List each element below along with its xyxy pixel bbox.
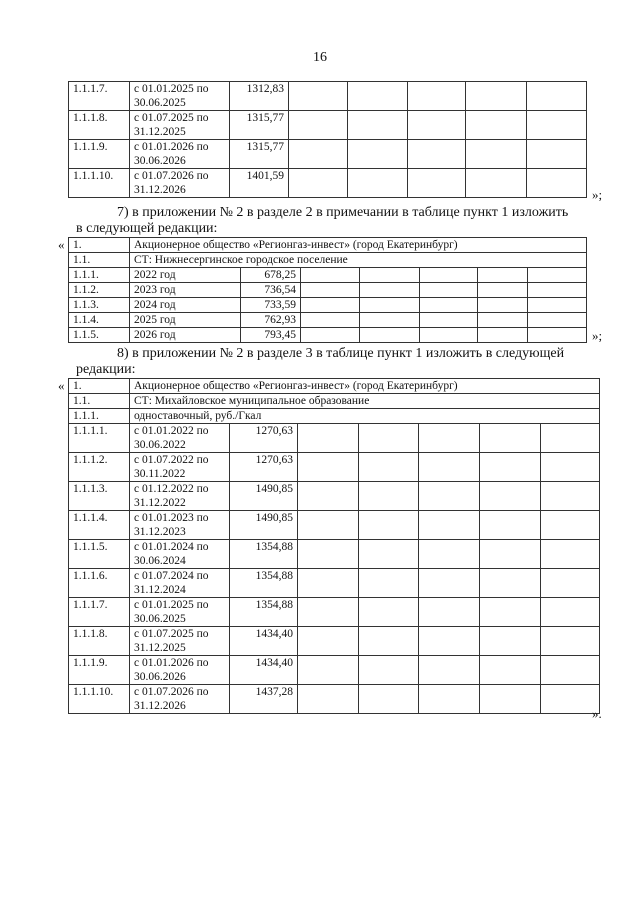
table-row bbox=[69, 268, 587, 283]
tariff-value: 736,54 bbox=[241, 283, 301, 298]
table-row bbox=[69, 482, 600, 511]
empty-cell bbox=[289, 140, 348, 169]
empty-cell bbox=[359, 627, 419, 656]
empty-cell bbox=[360, 283, 420, 298]
empty-cell bbox=[480, 598, 541, 627]
empty-cell bbox=[360, 268, 420, 283]
empty-cell bbox=[480, 685, 541, 714]
empty-cell bbox=[289, 111, 348, 140]
row-code: 1.1.1.9. bbox=[69, 140, 130, 169]
tariff-value: 1401,59 bbox=[230, 169, 289, 198]
table-row bbox=[69, 328, 587, 343]
period-cell bbox=[130, 111, 230, 140]
period-end: 30.06.2022 bbox=[134, 439, 186, 451]
empty-cell bbox=[360, 313, 420, 328]
empty-cell bbox=[420, 313, 478, 328]
empty-cell bbox=[480, 424, 541, 453]
tariff-value: 1490,85 bbox=[230, 482, 298, 511]
paragraph-8-line1: 8) в приложении № 2 в разделе 3 в таблице пункт 1 изложить в следующей bbox=[117, 346, 565, 361]
row-code: 1.1.1. bbox=[69, 409, 130, 424]
empty-cell bbox=[298, 453, 359, 482]
period-start: с 01.01.2025 по bbox=[134, 599, 209, 611]
page-number: 16 bbox=[313, 50, 327, 65]
close-quote: »; bbox=[592, 328, 603, 343]
empty-cell bbox=[359, 482, 419, 511]
empty-cell bbox=[419, 627, 480, 656]
year-cell: 2022 год bbox=[130, 268, 241, 283]
period-end: 30.06.2025 bbox=[134, 613, 186, 625]
empty-cell bbox=[420, 328, 478, 343]
empty-cell bbox=[420, 283, 478, 298]
period-cell bbox=[130, 482, 230, 511]
table-row bbox=[69, 111, 587, 140]
table-header-row bbox=[69, 409, 600, 424]
period-start: с 01.12.2022 по bbox=[134, 483, 209, 495]
empty-cell bbox=[528, 283, 587, 298]
empty-cell bbox=[419, 685, 480, 714]
tariff-value: 1434,40 bbox=[230, 656, 298, 685]
empty-cell bbox=[298, 598, 359, 627]
empty-cell bbox=[359, 511, 419, 540]
row-code: 1. bbox=[69, 238, 130, 253]
empty-cell bbox=[466, 140, 527, 169]
empty-cell bbox=[408, 140, 466, 169]
period-cell bbox=[130, 453, 230, 482]
period-end: 31.12.2022 bbox=[134, 497, 186, 509]
period-cell bbox=[130, 511, 230, 540]
table-row bbox=[69, 511, 600, 540]
empty-cell bbox=[541, 453, 600, 482]
row-code: 1. bbox=[69, 379, 130, 394]
empty-cell bbox=[541, 627, 600, 656]
empty-cell bbox=[408, 111, 466, 140]
tariff-value: 1270,63 bbox=[230, 424, 298, 453]
row-heading: СТ: Михайловское муниципальное образование bbox=[130, 394, 600, 409]
period-start: с 01.07.2025 по bbox=[134, 112, 209, 124]
table-row bbox=[69, 283, 587, 298]
period-start: с 01.07.2022 по bbox=[134, 454, 209, 466]
tariff-value: 1354,88 bbox=[230, 598, 298, 627]
tariff-value: 1354,88 bbox=[230, 540, 298, 569]
period-cell bbox=[130, 82, 230, 111]
row-heading: Акционерное общество «Регионгаз-инвест» (город Екатеринбург) bbox=[130, 238, 587, 253]
table-row bbox=[69, 169, 587, 198]
empty-cell bbox=[359, 569, 419, 598]
empty-cell bbox=[527, 111, 587, 140]
empty-cell bbox=[541, 685, 600, 714]
empty-cell bbox=[298, 656, 359, 685]
period-cell bbox=[130, 598, 230, 627]
empty-cell bbox=[480, 511, 541, 540]
period-start: с 01.01.2025 по bbox=[134, 83, 209, 95]
table-row bbox=[69, 140, 587, 169]
table-row bbox=[69, 685, 600, 714]
empty-cell bbox=[298, 685, 359, 714]
table-row bbox=[69, 82, 587, 111]
empty-cell bbox=[360, 328, 420, 343]
empty-cell bbox=[541, 511, 600, 540]
empty-cell bbox=[298, 627, 359, 656]
tariff-value: 1437,28 bbox=[230, 685, 298, 714]
tariff-value: 1434,40 bbox=[230, 627, 298, 656]
row-code: 1.1.5. bbox=[69, 328, 130, 343]
empty-cell bbox=[478, 283, 528, 298]
tariff-value: 1312,83 bbox=[230, 82, 289, 111]
period-start: с 01.01.2026 по bbox=[134, 657, 209, 669]
table-header-row bbox=[69, 238, 587, 253]
empty-cell bbox=[419, 424, 480, 453]
empty-cell bbox=[298, 511, 359, 540]
tariff-value: 762,93 bbox=[241, 313, 301, 328]
empty-cell bbox=[478, 298, 528, 313]
empty-cell bbox=[301, 313, 360, 328]
row-code: 1.1.1.1. bbox=[69, 424, 130, 453]
period-start: с 01.01.2022 по bbox=[134, 425, 209, 437]
empty-cell bbox=[480, 627, 541, 656]
row-code: 1.1.1.7. bbox=[69, 82, 130, 111]
empty-cell bbox=[348, 111, 408, 140]
period-end: 31.12.2026 bbox=[134, 184, 186, 196]
period-end: 31.12.2026 bbox=[134, 700, 186, 712]
period-start: с 01.07.2024 по bbox=[134, 570, 209, 582]
empty-cell bbox=[478, 328, 528, 343]
table-header-row bbox=[69, 394, 600, 409]
tariff-value: 733,59 bbox=[241, 298, 301, 313]
tariff-value: 1490,85 bbox=[230, 511, 298, 540]
tariff-value: 1270,63 bbox=[230, 453, 298, 482]
row-code: 1.1.1.8. bbox=[69, 627, 130, 656]
empty-cell bbox=[301, 298, 360, 313]
period-start: с 01.01.2026 по bbox=[134, 141, 209, 153]
open-quote: « bbox=[58, 237, 65, 252]
empty-cell bbox=[478, 313, 528, 328]
empty-cell bbox=[466, 82, 527, 111]
tariff-table-section-2 bbox=[68, 237, 587, 343]
row-heading: одноставочный, руб./Гкал bbox=[130, 409, 600, 424]
empty-cell bbox=[419, 453, 480, 482]
empty-cell bbox=[466, 169, 527, 198]
year-cell: 2025 год bbox=[130, 313, 241, 328]
empty-cell bbox=[298, 569, 359, 598]
empty-cell bbox=[478, 268, 528, 283]
period-end: 30.06.2024 bbox=[134, 555, 186, 567]
empty-cell bbox=[528, 268, 587, 283]
year-cell: 2023 год bbox=[130, 283, 241, 298]
empty-cell bbox=[348, 140, 408, 169]
period-end: 30.06.2026 bbox=[134, 155, 186, 167]
table-row bbox=[69, 598, 600, 627]
empty-cell bbox=[359, 424, 419, 453]
period-start: с 01.01.2023 по bbox=[134, 512, 209, 524]
period-end: 30.11.2022 bbox=[134, 468, 186, 480]
empty-cell bbox=[419, 482, 480, 511]
empty-cell bbox=[528, 313, 587, 328]
open-quote: « bbox=[58, 378, 65, 393]
table-row bbox=[69, 298, 587, 313]
tariff-value: 1354,88 bbox=[230, 569, 298, 598]
empty-cell bbox=[419, 598, 480, 627]
empty-cell bbox=[301, 328, 360, 343]
tariff-value: 1315,77 bbox=[230, 140, 289, 169]
row-heading: Акционерное общество «Регионгаз-инвест» (город Екатеринбург) bbox=[130, 379, 600, 394]
table-row bbox=[69, 569, 600, 598]
empty-cell bbox=[408, 169, 466, 198]
empty-cell bbox=[541, 424, 600, 453]
empty-cell bbox=[419, 656, 480, 685]
empty-cell bbox=[541, 656, 600, 685]
empty-cell bbox=[527, 82, 587, 111]
tariff-table-continuation bbox=[68, 81, 587, 198]
empty-cell bbox=[359, 685, 419, 714]
empty-cell bbox=[528, 298, 587, 313]
period-cell bbox=[130, 685, 230, 714]
empty-cell bbox=[528, 328, 587, 343]
row-code: 1.1.4. bbox=[69, 313, 130, 328]
period-end: 31.12.2023 bbox=[134, 526, 186, 538]
period-start: с 01.07.2026 по bbox=[134, 170, 209, 182]
empty-cell bbox=[419, 511, 480, 540]
period-cell bbox=[130, 569, 230, 598]
empty-cell bbox=[541, 482, 600, 511]
empty-cell bbox=[541, 569, 600, 598]
year-cell: 2024 год bbox=[130, 298, 241, 313]
table-row bbox=[69, 540, 600, 569]
period-end: 30.06.2025 bbox=[134, 97, 186, 109]
empty-cell bbox=[480, 656, 541, 685]
row-code: 1.1.1.8. bbox=[69, 111, 130, 140]
period-start: с 01.01.2024 по bbox=[134, 541, 209, 553]
table-header-row bbox=[69, 253, 587, 268]
row-code: 1.1.1. bbox=[69, 268, 130, 283]
close-quote: ». bbox=[592, 706, 602, 721]
table-row bbox=[69, 313, 587, 328]
paragraph-7-line1: 7) в приложении № 2 в разделе 2 в примечании в таблице пункт 1 изложить bbox=[117, 205, 569, 220]
table-row bbox=[69, 627, 600, 656]
empty-cell bbox=[480, 569, 541, 598]
empty-cell bbox=[301, 268, 360, 283]
period-cell bbox=[130, 140, 230, 169]
empty-cell bbox=[298, 482, 359, 511]
empty-cell bbox=[298, 540, 359, 569]
empty-cell bbox=[359, 656, 419, 685]
tariff-value: 678,25 bbox=[241, 268, 301, 283]
period-end: 31.12.2024 bbox=[134, 584, 186, 596]
table-header-row bbox=[69, 379, 600, 394]
empty-cell bbox=[408, 82, 466, 111]
period-end: 31.12.2025 bbox=[134, 126, 186, 138]
paragraph-8-line2: редакции: bbox=[76, 362, 136, 377]
empty-cell bbox=[289, 169, 348, 198]
empty-cell bbox=[541, 540, 600, 569]
empty-cell bbox=[348, 82, 408, 111]
empty-cell bbox=[359, 540, 419, 569]
period-cell bbox=[130, 627, 230, 656]
period-start: с 01.07.2025 по bbox=[134, 628, 209, 640]
empty-cell bbox=[420, 298, 478, 313]
empty-cell bbox=[359, 598, 419, 627]
empty-cell bbox=[359, 453, 419, 482]
row-code: 1.1.1.10. bbox=[69, 685, 130, 714]
empty-cell bbox=[419, 540, 480, 569]
row-code: 1.1. bbox=[69, 394, 130, 409]
empty-cell bbox=[420, 268, 478, 283]
row-heading: СТ: Нижнесергинское городское поселение bbox=[130, 253, 587, 268]
row-code: 1.1. bbox=[69, 253, 130, 268]
row-code: 1.1.1.6. bbox=[69, 569, 130, 598]
empty-cell bbox=[480, 482, 541, 511]
row-code: 1.1.1.3. bbox=[69, 482, 130, 511]
period-end: 31.12.2025 bbox=[134, 642, 186, 654]
period-cell bbox=[130, 424, 230, 453]
period-end: 30.06.2026 bbox=[134, 671, 186, 683]
year-cell: 2026 год bbox=[130, 328, 241, 343]
period-cell bbox=[130, 656, 230, 685]
empty-cell bbox=[527, 140, 587, 169]
empty-cell bbox=[419, 569, 480, 598]
table-row bbox=[69, 424, 600, 453]
period-cell bbox=[130, 540, 230, 569]
row-code: 1.1.1.2. bbox=[69, 453, 130, 482]
empty-cell bbox=[289, 82, 348, 111]
empty-cell bbox=[541, 598, 600, 627]
row-code: 1.1.2. bbox=[69, 283, 130, 298]
tariff-table-section-3 bbox=[68, 378, 600, 714]
empty-cell bbox=[480, 540, 541, 569]
table-row bbox=[69, 656, 600, 685]
period-cell bbox=[130, 169, 230, 198]
empty-cell bbox=[480, 453, 541, 482]
tariff-value: 1315,77 bbox=[230, 111, 289, 140]
row-code: 1.1.1.5. bbox=[69, 540, 130, 569]
paragraph-7-line2: в следующей редакции: bbox=[76, 221, 218, 236]
empty-cell bbox=[527, 169, 587, 198]
empty-cell bbox=[466, 111, 527, 140]
close-quote: »; bbox=[592, 187, 603, 202]
row-code: 1.1.1.7. bbox=[69, 598, 130, 627]
table-row bbox=[69, 453, 600, 482]
tariff-value: 793,45 bbox=[241, 328, 301, 343]
row-code: 1.1.1.4. bbox=[69, 511, 130, 540]
period-start: с 01.07.2026 по bbox=[134, 686, 209, 698]
empty-cell bbox=[301, 283, 360, 298]
empty-cell bbox=[360, 298, 420, 313]
row-code: 1.1.3. bbox=[69, 298, 130, 313]
row-code: 1.1.1.10. bbox=[69, 169, 130, 198]
row-code: 1.1.1.9. bbox=[69, 656, 130, 685]
empty-cell bbox=[348, 169, 408, 198]
empty-cell bbox=[298, 424, 359, 453]
